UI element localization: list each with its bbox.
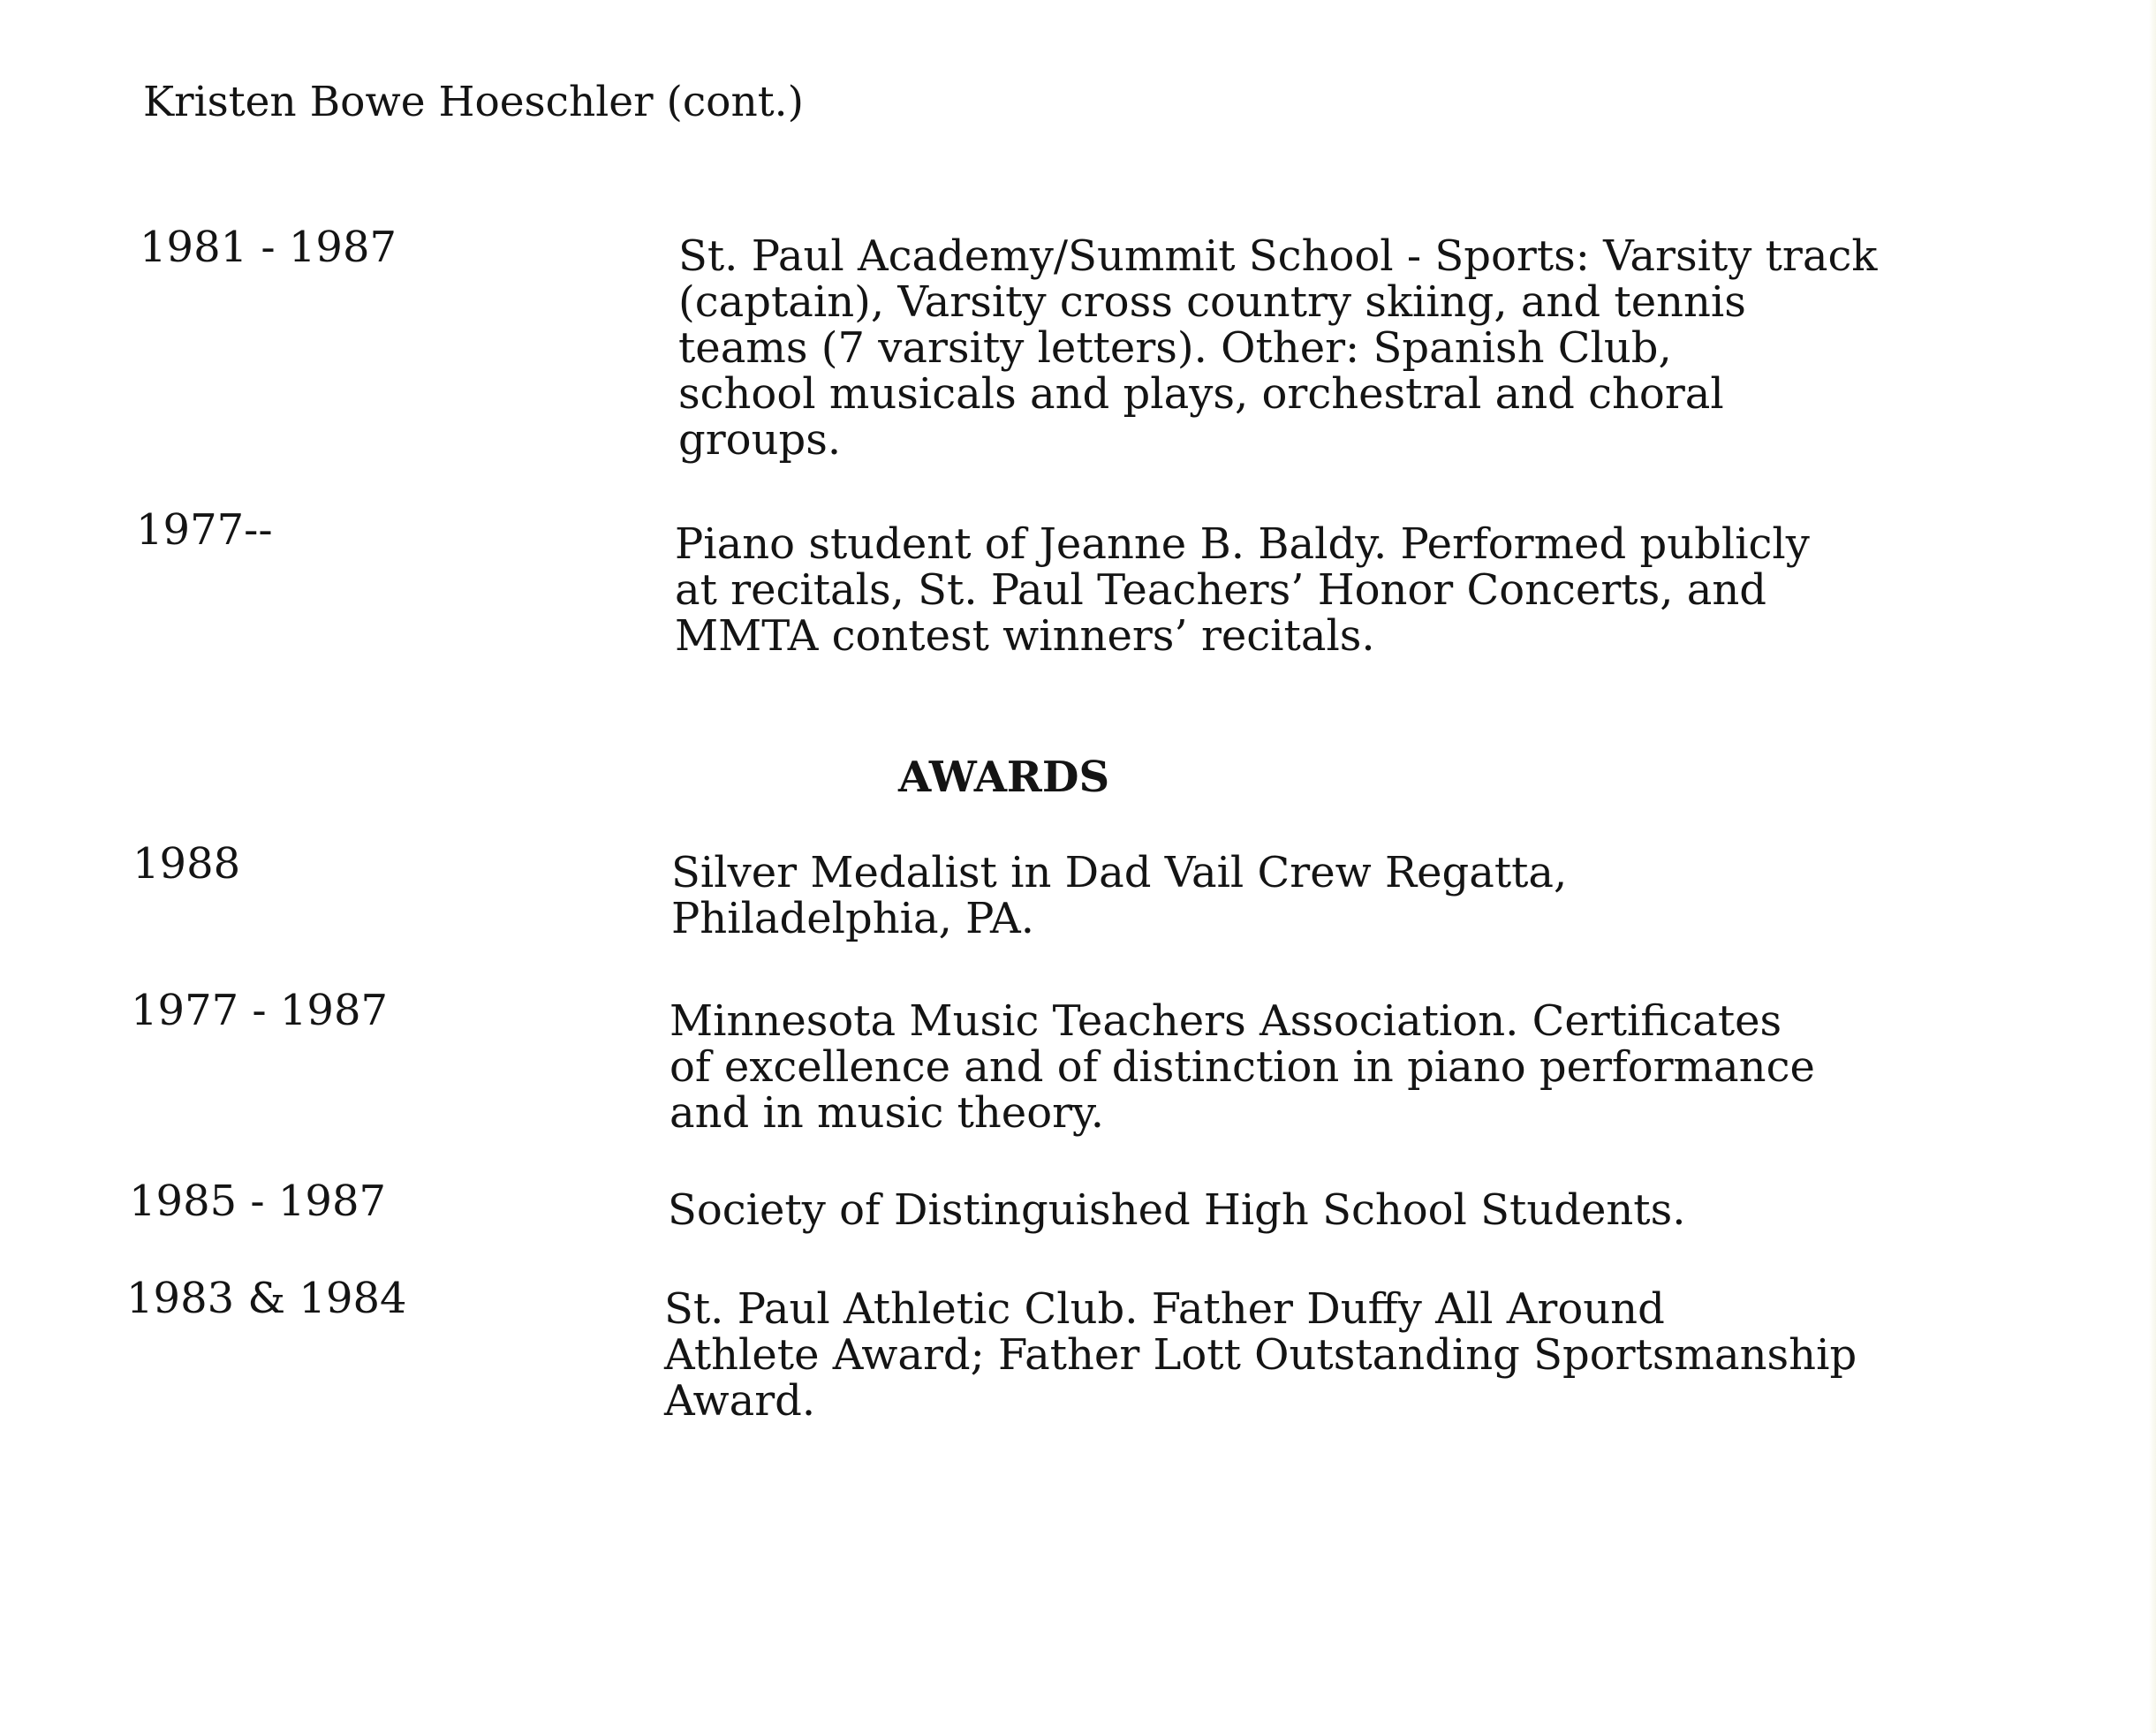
description-line: St. Paul Athletic Club. Father Duffy All Around: [664, 1284, 1665, 1334]
entry-description: [675, 521, 1810, 659]
award-date: 1985 - 1987: [129, 1177, 387, 1226]
award-description: [669, 998, 1815, 1136]
description-line: of excellence and of distinction in piano performance: [669, 1042, 1815, 1092]
description-line: at recitals, St. Paul Teachers’ Honor Concerts, and: [675, 565, 1766, 615]
description-line: MMTA contest winners’ recitals.: [675, 611, 1375, 661]
page-edge-shadow: [2149, 0, 2156, 1733]
description-line: Minnesota Music Teachers Association. Certificates: [669, 996, 1782, 1046]
page-header: Kristen Bowe Hoeschler (cont.): [143, 78, 804, 126]
description-line: Silver Medalist in Dad Vail Crew Regatta,: [671, 848, 1568, 897]
awards-heading: AWARDS: [898, 753, 1110, 802]
award-date: 1977 - 1987: [131, 986, 389, 1035]
award-description: [664, 1286, 1857, 1424]
description-line: (captain), Varsity cross country skiing, and tennis: [678, 277, 1746, 327]
description-line: Award.: [664, 1376, 816, 1426]
description-line: teams (7 varsity letters). Other: Spanish Club,: [678, 323, 1672, 373]
entry-date: 1981 - 1987: [140, 223, 397, 272]
entry-date: 1977--: [136, 505, 273, 555]
award-description: [671, 850, 1567, 942]
award-date: 1983 & 1984: [126, 1274, 407, 1323]
award-description: [668, 1187, 1685, 1233]
description-line: Athlete Award; Father Lott Outstanding Sportsmanship: [664, 1330, 1857, 1380]
description-line: Philadelphia, PA.: [671, 894, 1034, 943]
entry-description: [678, 233, 1877, 463]
description-line: groups.: [678, 415, 842, 465]
description-line: and in music theory.: [669, 1088, 1105, 1138]
description-line: St. Paul Academy/Summit School - Sports: Varsity track: [678, 231, 1878, 281]
description-line: Society of Distinguished High School Students.: [668, 1185, 1686, 1235]
description-line: school musicals and plays, orchestral and choral: [678, 369, 1724, 419]
description-line: Piano student of Jeanne B. Baldy. Performed publicly: [675, 519, 1810, 569]
award-date: 1988: [132, 839, 241, 889]
